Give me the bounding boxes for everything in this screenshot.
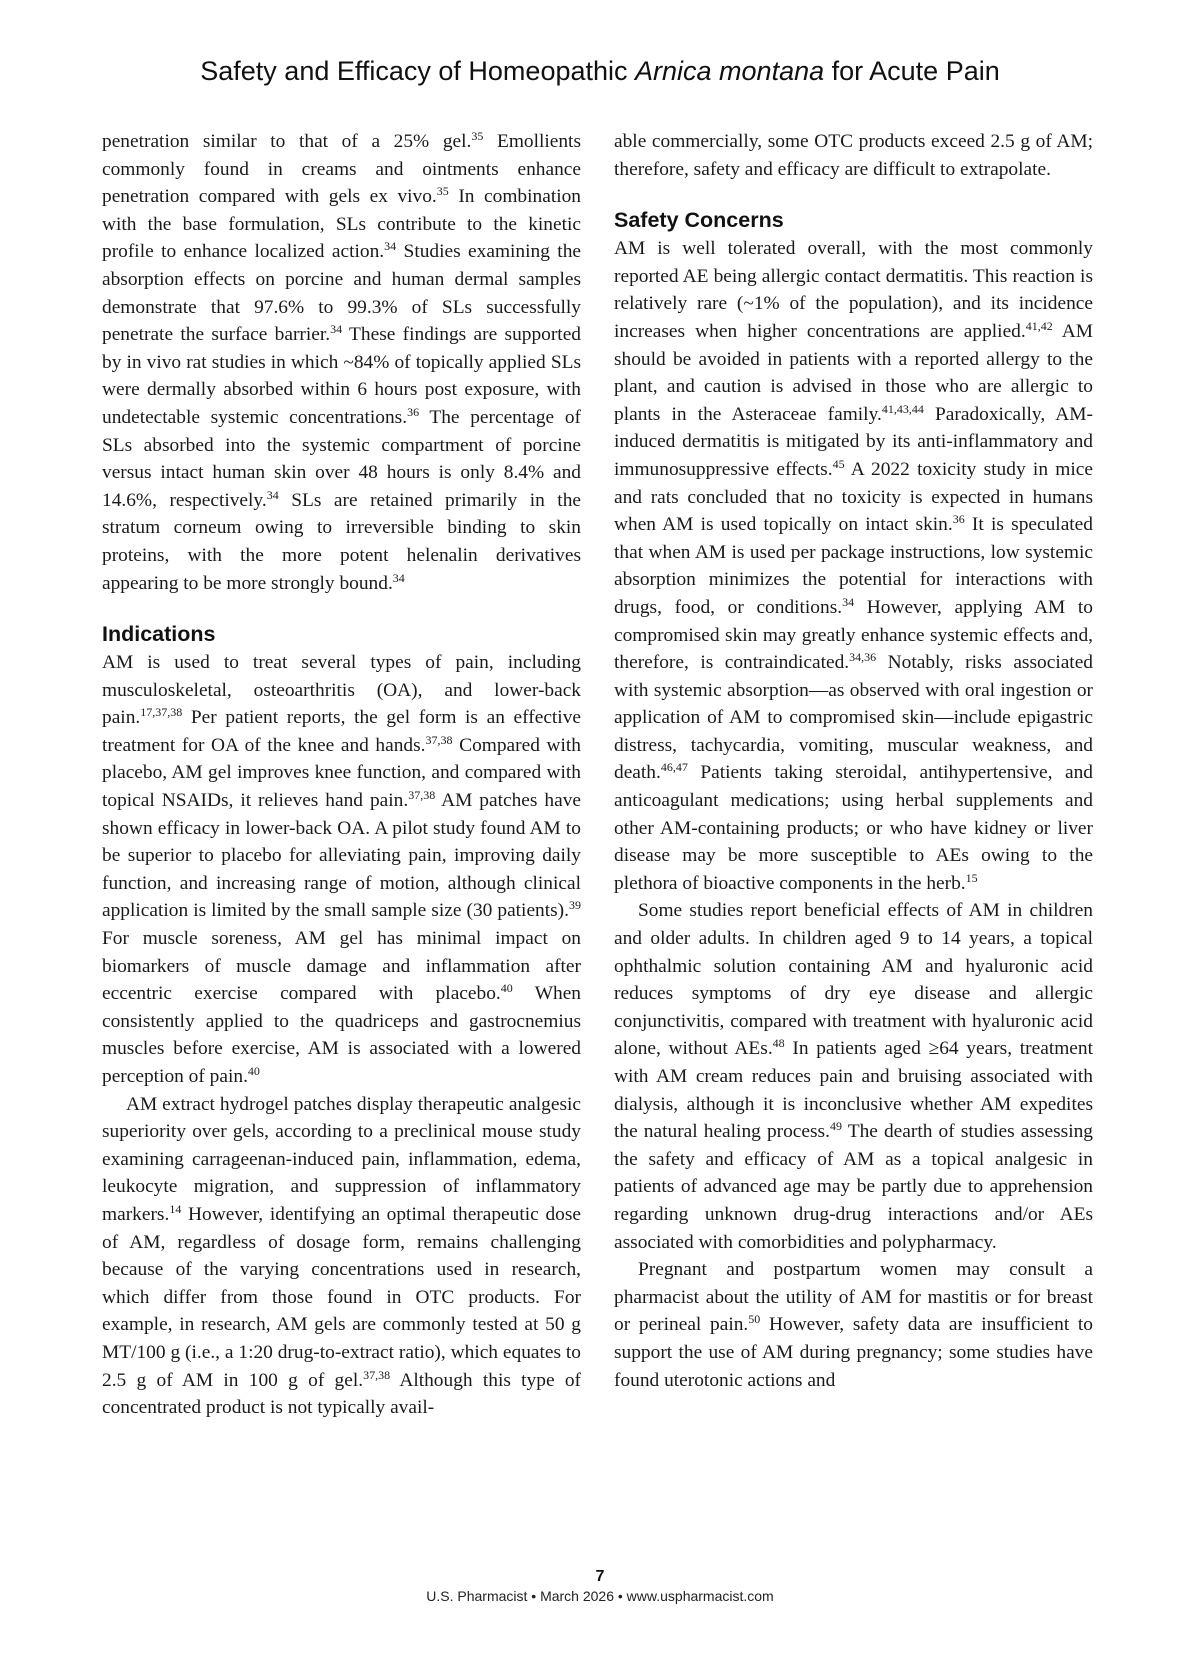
text-segment: AM patches have shown efficacy in lower-back OA. A pilot study found AM to be superior to placebo for alleviating pain, improving daily function, and increasing range of motion, although clinical application is limited by the small sample size (30 patients). [102, 790, 581, 922]
reference-superscript: 48 [772, 1036, 785, 1051]
section-heading-indications: Indications [102, 622, 216, 647]
paragraph [102, 649, 581, 1091]
text-segment: Emollients commonly found in creams and ointments enhance penetration compared with gels ex vivo. [102, 131, 581, 208]
reference-superscript: 50 [748, 1312, 761, 1327]
text-segment: Some studies report beneficial effects of AM in children and older adults. In children aged 9 to 14 years, a topical ophthalmic solution containing AM and hyaluronic acid reduces symptoms of dry eye disease and allergic conjunctivitis, compared with treatment with hyaluronic acid alone, without AEs. [614, 900, 1093, 1060]
section-heading-safety-concerns: Safety Concerns [614, 208, 784, 233]
text-segment: AM should be avoided in patients with a reported allergy to the plant, and caution is advised in those who are allergic to plants in the Asteraceae family. [614, 320, 1093, 425]
reference-superscript: 17,37,38 [140, 705, 183, 720]
text-segment: In patients aged ≥64 years, treatment with AM cream reduces pain and bruising associated with dialysis, although it is inconclusive whether AM expedites the natural healing process. [614, 1038, 1093, 1143]
text-segment: Compared with placebo, AM gel improves knee function, and compared with topical NSAIDs, it relieves hand pain. [102, 734, 581, 812]
title-text-end: for Acute Pain [824, 56, 1000, 86]
reference-superscript: 34,36 [849, 650, 877, 665]
paragraph [614, 1256, 1093, 1394]
text-segment: Although this type of concentrated product is not typically avail- [102, 1369, 581, 1419]
text-segment: AM extract hydrogel patches display therapeutic analgesic superiority over gels, according to a preclinical mouse study examining carrageenan-induced pain, inflammation, edema, leukocyte migration, and suppression of inflammatory markers. [102, 1093, 581, 1225]
text-segment: However, applying AM to compromised skin may greatly enhance systemic effects and, therefore, is contraindicated. [614, 596, 1093, 674]
reference-superscript: 36 [407, 404, 420, 419]
footer-citation: U.S. Pharmacist • March 2026 • www.uspharmacist.com [426, 1588, 774, 1604]
text-segment: It is speculated that when AM is used per package instructions, low systemic absorption minimizes the potential for interactions with drugs, food, or conditions. [614, 514, 1093, 618]
title-text: Safety and Efficacy of Homeopathic [200, 56, 636, 86]
text-segment: The dearth of studies assessing the safety and efficacy of AM as a topical analgesic in patients of advanced age may be partly due to apprehension regarding unknown drug-drug interactions and/or AEs associated with comorbidities and polypharmacy. [614, 1121, 1093, 1253]
text-segment: Studies examining the absorption effects on porcine and human dermal samples demonstrate that 97.6% to 99.3% of SLs successfully penetrate the surface barrier. [102, 241, 581, 346]
text-segment: These findings are supported by in vivo rat studies in which ~84% of topically applied SLs were dermally absorbed within 6 hours post exposure, with undetectable systemic concentrations. [102, 324, 581, 428]
text-segment: In combination with the base formulation, SLs contribute to the kinetic profile to enhance localized action. [102, 186, 581, 263]
reference-superscript: 34 [330, 322, 343, 337]
paragraph [614, 897, 1093, 1256]
reference-superscript: 40 [500, 981, 513, 996]
text-segment: able commercially, some OTC products exceed 2.5 g of AM; therefore, safety and efficacy are difficult to extrapolate. [614, 131, 1093, 180]
text-segment: Notably, risks associated with systemic absorption—as observed with oral ingestion or application of AM to compromised skin—include epigastric distress, tachycardia, vomiting, muscular weakness, and death. [614, 652, 1094, 784]
paragraph [614, 235, 1093, 897]
text-segment: AM is well tolerated overall, with the most commonly reported AE being allergic contact dermatitis. This reaction is relatively rare (~1% of the population), and its incidence increases when higher concentrations are applied. [614, 238, 1093, 342]
running-head-title [0, 56, 1200, 87]
text-segment: Per patient reports, the gel form is an effective treatment for OA of the knee and hands. [102, 707, 581, 756]
text-segment: For muscle soreness, AM gel has minimal impact on biomarkers of muscle damage and inflammation after eccentric exercise compared with placebo. [102, 928, 581, 1005]
reference-superscript: 34 [266, 487, 279, 502]
text-segment: The percentage of SLs absorbed into the systemic compartment of porcine versus intact human skin over 48 hours is only 8.4% and 14.6%, respectively. [102, 406, 581, 511]
text-segment: penetration similar to that of a 25% gel. [102, 131, 472, 152]
reference-superscript: 49 [829, 1119, 842, 1134]
text-segment: When consistently applied to the quadriceps and gastrocnemius muscles before exercise, AM is associated with a lowered perception of pain. [102, 983, 582, 1087]
text-segment: SLs are retained primarily in the stratum corneum owing to irreversible binding to skin proteins, with the more potent helenalin derivatives appearing to be more strongly bound. [102, 489, 581, 594]
paragraph [102, 1091, 581, 1422]
reference-superscript: 34 [384, 239, 397, 254]
reference-superscript: 37,38 [425, 732, 453, 747]
page-number: 7 [595, 1568, 605, 1585]
reference-superscript: 14 [169, 1201, 182, 1216]
reference-superscript: 39 [569, 898, 581, 913]
reference-superscript: 37,38 [363, 1367, 391, 1382]
reference-superscript: 34 [842, 594, 855, 609]
reference-superscript: 35 [436, 184, 449, 199]
reference-superscript: 45 [832, 456, 845, 471]
paragraph [102, 128, 581, 597]
text-segment: Pregnant and postpartum women may consult a pharmacist about the utility of AM for mastitis or for breast or perineal pain. [614, 1259, 1093, 1336]
reference-superscript: 15 [965, 870, 978, 885]
reference-superscript: 46,47 [660, 760, 688, 775]
reference-superscript: 40 [247, 1064, 260, 1078]
text-segment: A 2022 toxicity study in mice and rats concluded that no toxicity is expected in humans when AM is used topically on intact skin. [614, 458, 1093, 536]
text-segment: Paradoxically, AM-induced dermatitis is mitigated by its anti-inflammatory and immunosuppressive effects. [614, 403, 1093, 480]
text-segment: However, identifying an optimal therapeutic dose of AM, regardless of dosage form, remains challenging because of the varying concentrations used in research, which differ from those found in OTC products. For example, in research, AM gels are commonly tested at 50 g MT/100 g (i.e., a 1:20 drug-to-extract ratio), which equates to 2.5 g of AM in 100 g of gel. [102, 1203, 581, 1391]
reference-superscript: 41,42 [1025, 318, 1053, 333]
text-segment: However, safety data are insufficient to support the use of AM during pregnancy; some studies have found uterotonic actions and [614, 1314, 1093, 1391]
reference-superscript: 41,43,44 [881, 401, 924, 416]
reference-superscript: 35 [471, 129, 484, 143]
title-italic-species: Arnica montana [635, 56, 825, 86]
reference-superscript: 34 [392, 570, 405, 585]
left-column [102, 128, 581, 1422]
reference-superscript: 37,38 [408, 788, 436, 803]
right-column [614, 128, 1093, 1394]
paragraph [614, 128, 1093, 183]
text-segment: Patients taking steroidal, antihypertensive, and anticoagulant medications; using herbal supplements and other AM-containing products; or who have kidney or liver disease may be more susceptible to AEs owing to the plethora of bioactive components in the herb. [614, 762, 1093, 894]
text-segment: AM is used to treat several types of pain, including musculoskeletal, osteoarthritis (OA), and lower-back pain. [102, 652, 581, 729]
reference-superscript: 36 [952, 512, 965, 527]
